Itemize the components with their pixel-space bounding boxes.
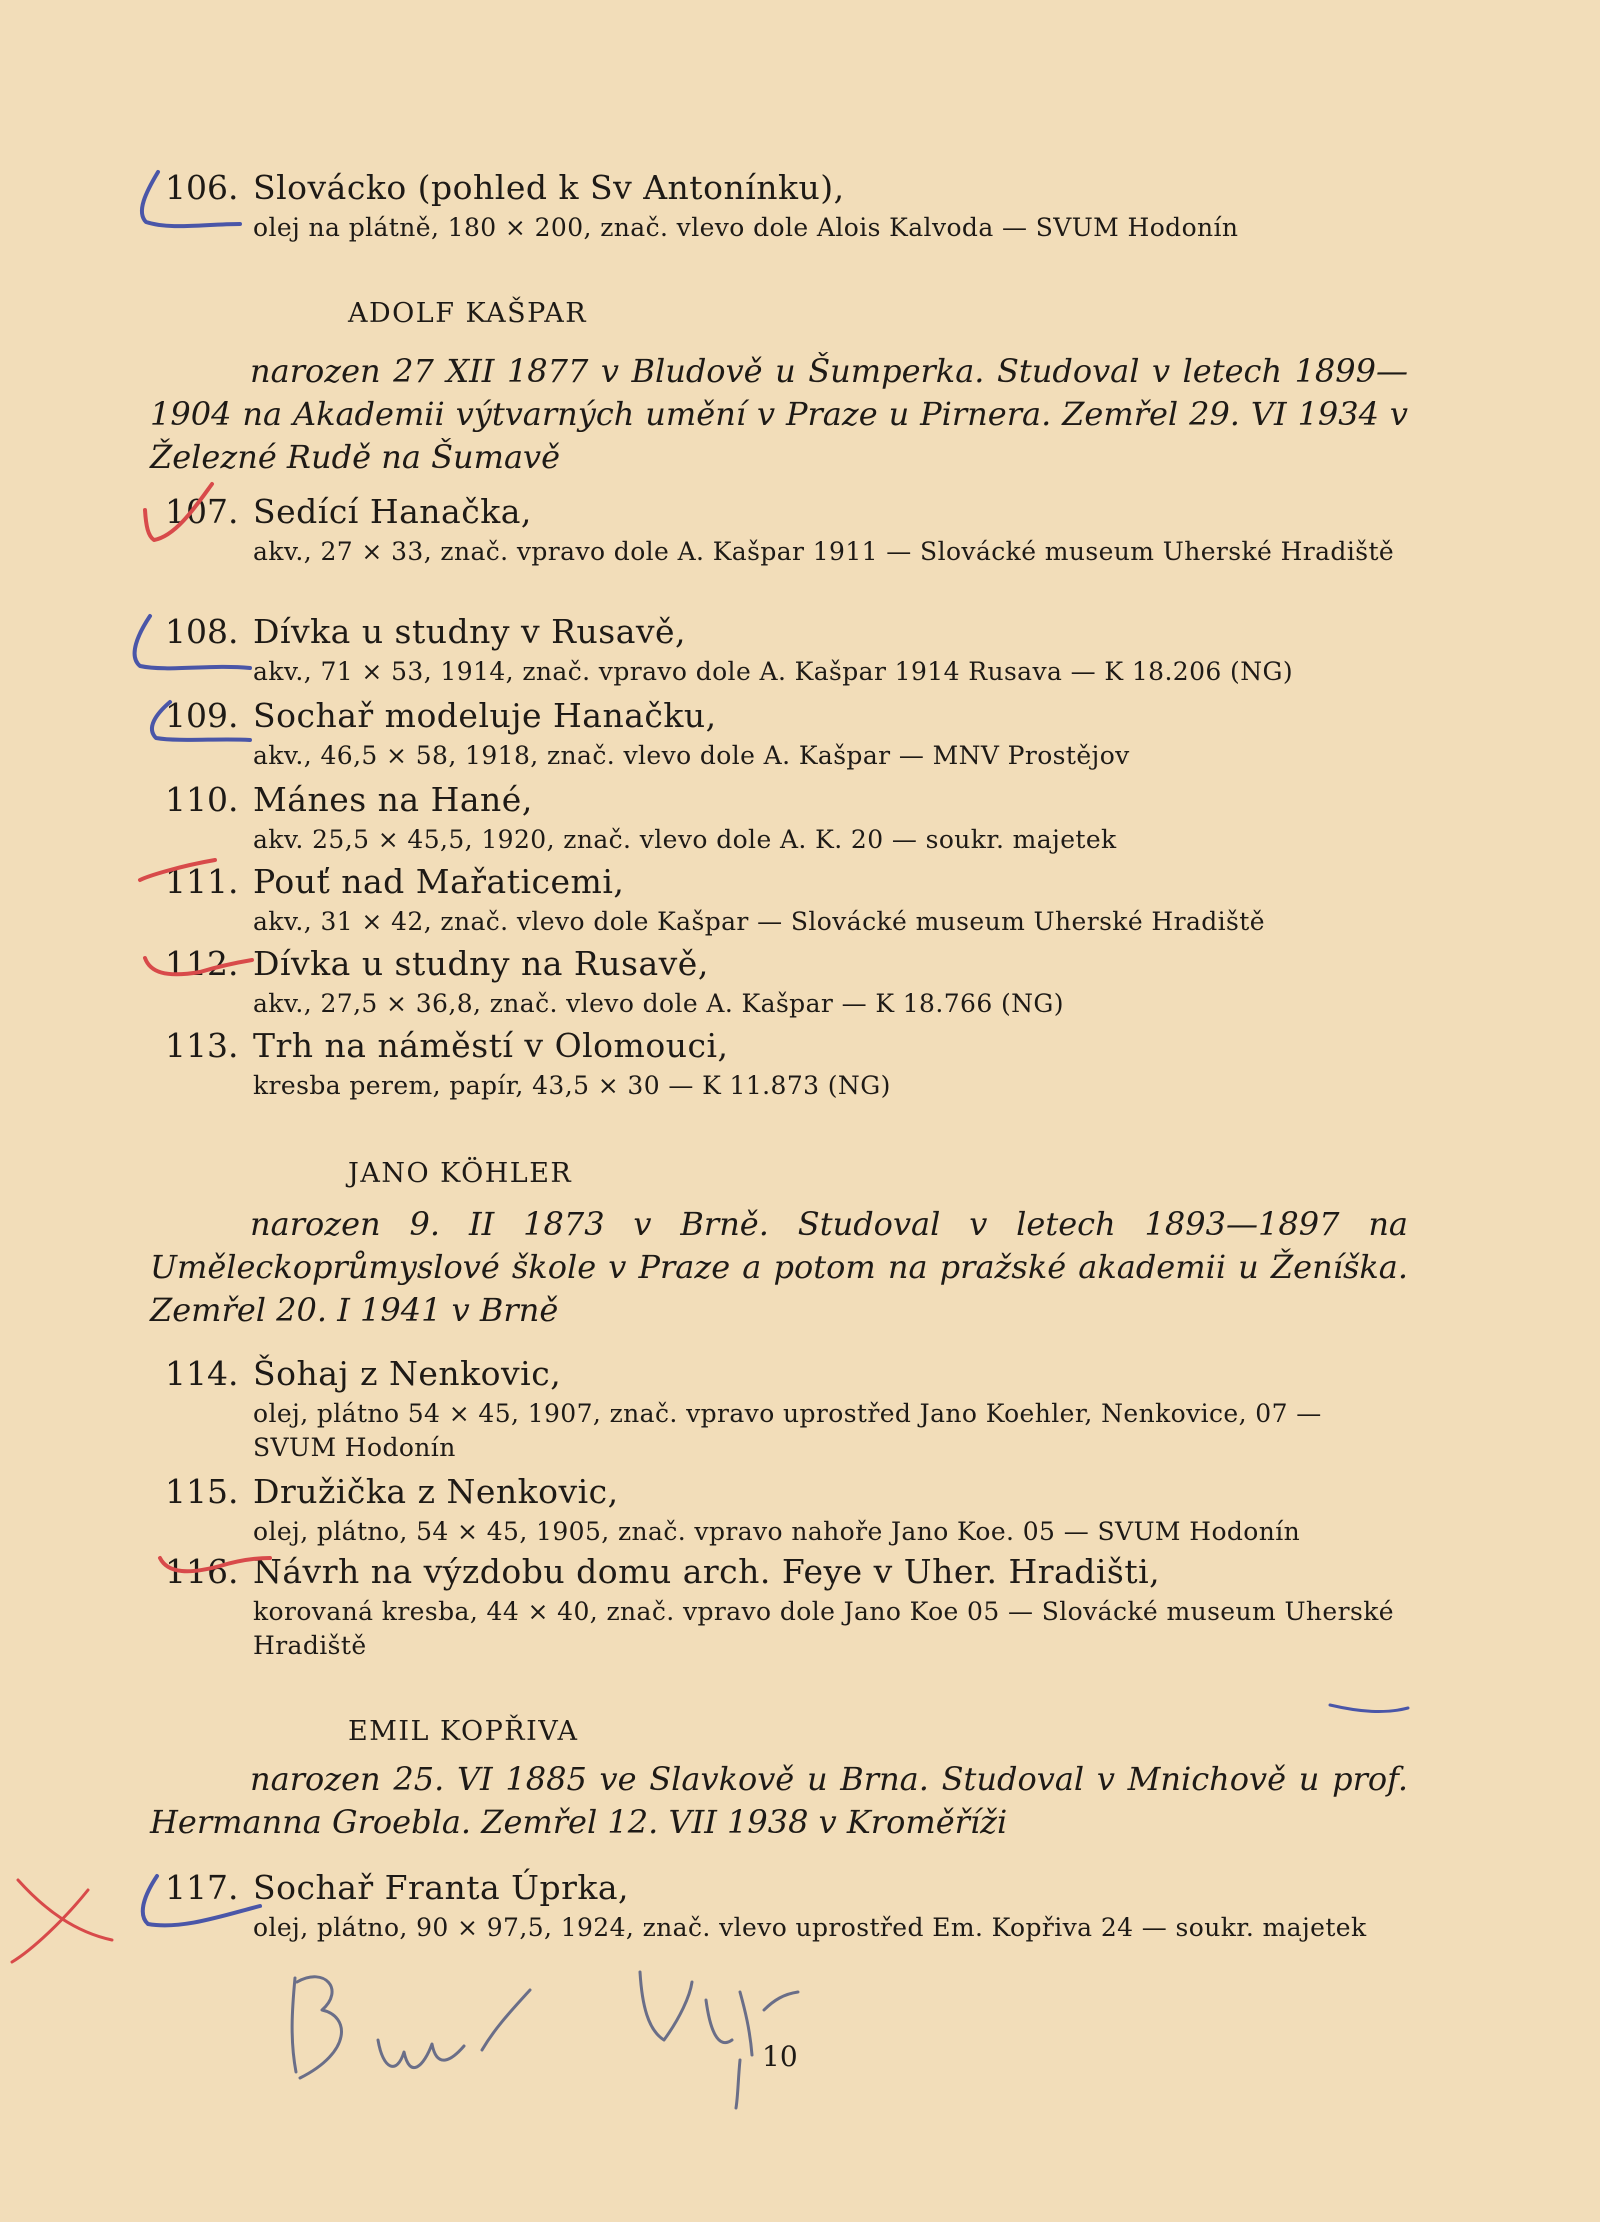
entry-number: 115. (165, 1472, 239, 1511)
pencil-signature (736, 2060, 740, 2108)
entry-details: korovaná kresba, 44 × 40, znač. vpravo dole Jano Koe 05 — Slovácké museum Uherské Hradiště (253, 1597, 1394, 1660)
artist-name-kaspar: ADOLF KAŠPAR (348, 298, 588, 329)
entry-number: 107. (165, 492, 239, 531)
entry-number: 114. (165, 1354, 239, 1393)
blue-pen-stroke (1330, 1705, 1408, 1712)
artist-bio-kaspar: narozen 27 XII 1877 v Bludově u Šumperka. Studoval v letech 1899—1904 na Akademii výtvarných umění v Praze u Pirnera. Zemřel 29. VI 1934 v Železné Rudě na Šumavě (150, 352, 1408, 476)
entry-title: Návrh na výzdobu domu arch. Feye v Uher. Hradišti, (253, 1552, 1161, 1591)
red-x-mark (12, 1880, 112, 1962)
pencil-signature (640, 1972, 798, 2055)
entry-title: Sochař modeluje Hanačku, (253, 696, 717, 735)
entry-details: olej, plátno, 54 × 45, 1905, znač. vpravo nahoře Jano Koe. 05 — SVUM Hodonín (253, 1517, 1301, 1546)
entry-number: 106. (165, 168, 239, 207)
entry-title: Mánes na Hané, (253, 780, 533, 819)
entry-details: olej, plátno 54 × 45, 1907, znač. vpravo uprostřed Jano Koehler, Nenkovice, 07 — SVUM Hodonín (253, 1399, 1322, 1462)
entry-details: akv., 46,5 × 58, 1918, znač. vlevo dole A. Kašpar — MNV Prostějov (253, 741, 1130, 770)
blue-check-mark (142, 172, 240, 226)
entry-number: 108. (165, 612, 239, 651)
entry-title: Družička z Nenkovic, (253, 1472, 619, 1511)
entry-details: akv., 71 × 53, 1914, znač. vpravo dole A. Kašpar 1914 Rusava — K 18.206 (NG) (253, 657, 1294, 686)
entry-number: 109. (165, 696, 239, 735)
pencil-signature (378, 2040, 464, 2068)
entry-details: akv. 25,5 × 45,5, 1920, znač. vlevo dole A. K. 20 — soukr. majetek (253, 825, 1117, 854)
red-check-mark (145, 484, 212, 540)
entry-title: Sedící Hanačka, (253, 492, 532, 531)
artist-name-kohler: JANO KÖHLER (348, 1158, 573, 1189)
page-number: 10 (762, 2040, 798, 2073)
entry-title: Sochař Franta Úprka, (253, 1868, 630, 1907)
entry-details: olej, plátno, 90 × 97,5, 1924, znač. vlevo uprostřed Em. Kopřiva 24 — soukr. majetek (253, 1913, 1367, 1942)
artist-name-kopriva: EMIL KOPŘIVA (348, 1716, 579, 1747)
pencil-signature (292, 1977, 341, 2078)
blue-check-mark (143, 1876, 260, 1925)
red-underline (160, 1558, 270, 1571)
entry-title: Slovácko (pohled k Sv Antonínku), (253, 168, 845, 207)
red-underline (140, 860, 215, 880)
entry-details: olej na plátně, 180 × 200, znač. vlevo dole Alois Kalvoda — SVUM Hodonín (253, 213, 1239, 242)
blue-check-mark (152, 702, 250, 740)
entry-number: 112. (165, 944, 239, 983)
artist-bio-kopriva: narozen 25. VI 1885 ve Slavkově u Brna. Studoval v Mnichově u prof. Hermanna Groebla. Zemřel 12. VII 1938 v Kroměříži (150, 1760, 1408, 1841)
red-underline (145, 958, 252, 974)
entry-details: akv., 27,5 × 36,8, znač. vlevo dole A. Kašpar — K 18.766 (NG) (253, 989, 1064, 1018)
entry-number: 113. (165, 1026, 239, 1065)
entry-title: Šohaj z Nenkovic, (253, 1354, 562, 1393)
artist-bio-kohler: narozen 9. II 1873 v Brně. Studoval v letech 1893—1897 na Uměleckoprůmyslové škole v Praze a potom na pražské akademii u Ženíška. Zemřel 20. I 1941 v Brně (150, 1205, 1408, 1329)
entry-number: 110. (165, 780, 239, 819)
entry-title: Trh na náměstí v Olomouci, (253, 1026, 729, 1065)
blue-check-mark (135, 616, 250, 668)
entry-title: Pouť nad Mařaticemi, (253, 862, 625, 901)
entry-details: kresba perem, papír, 43,5 × 30 — K 11.873 (NG) (253, 1071, 891, 1100)
entry-number: 116. (165, 1552, 239, 1591)
entry-number: 111. (165, 862, 239, 901)
entry-number: 117. (165, 1868, 239, 1907)
entry-details: akv., 31 × 42, znač. vlevo dole Kašpar — Slovácké museum Uherské Hradiště (253, 907, 1265, 936)
entry-title: Dívka u studny na Rusavě, (253, 944, 709, 983)
pencil-signature (482, 1990, 530, 2050)
entry-title: Dívka u studny v Rusavě, (253, 612, 687, 651)
entry-details: akv., 27 × 33, znač. vpravo dole A. Kašpar 1911 — Slovácké museum Uherské Hradiště (253, 537, 1395, 566)
